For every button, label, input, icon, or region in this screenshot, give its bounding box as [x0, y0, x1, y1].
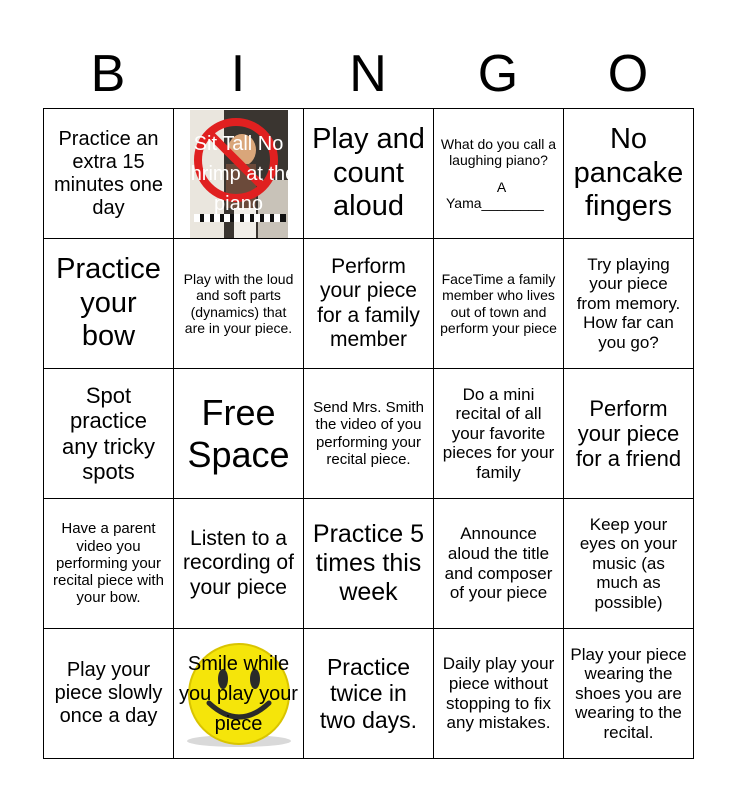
header-letter-o: O [607, 45, 649, 103]
bingo-cell[interactable] [564, 239, 694, 369]
cell-text: Perform your piece for a family member [317, 255, 420, 351]
joke-answer-a: A [496, 178, 507, 195]
joke-answer-blank: Yama________ [446, 194, 544, 211]
bingo-cell[interactable] [434, 629, 564, 759]
cell-text: No pancake fingers [573, 123, 684, 223]
cell-text: FaceTime a family member who lives out of town and perform your piece [440, 271, 557, 336]
cell-text: Daily play your piece without stopping to fix any mistakes. [442, 654, 555, 733]
cell-text: Play and count aloud [312, 123, 425, 223]
bingo-cell[interactable] [174, 369, 304, 499]
bingo-cell[interactable] [174, 239, 304, 369]
bingo-board [43, 108, 694, 759]
bingo-cell[interactable] [174, 499, 304, 629]
joke-question: What do you call a laughing piano? [440, 136, 557, 169]
bingo-cell[interactable] [174, 629, 304, 759]
cell-text: Send Mrs. Smith the video of you performing your recital piece. [313, 399, 424, 468]
bingo-cell[interactable] [564, 629, 694, 759]
cell-text: Practice 5 times this week [312, 520, 425, 606]
bingo-cell[interactable] [44, 239, 174, 369]
cell-text: Sit Tall No shrimp at the piano [180, 132, 297, 215]
cell-text: Play your piece slowly once a day [54, 659, 163, 727]
bingo-cell[interactable] [174, 109, 304, 239]
bingo-cell[interactable] [564, 369, 694, 499]
bingo-cell[interactable] [44, 109, 174, 239]
header-letter-i: I [230, 45, 246, 103]
board-row [44, 369, 694, 499]
bingo-cell[interactable] [434, 369, 564, 499]
board-row [44, 109, 694, 239]
free-space-label: Free Space [187, 392, 290, 475]
cell-text: Do a mini recital of all your favorite pieces for your family [442, 384, 555, 482]
bingo-cell[interactable] [304, 239, 434, 369]
bingo-cell[interactable] [44, 499, 174, 629]
bingo-cell[interactable] [44, 629, 174, 759]
cell-text: Have a parent video you performing your recital piece with your bow. [53, 520, 164, 607]
cell-text: Listen to a recording of your piece [183, 527, 294, 599]
cell-text: Try playing your piece from memory. How far can you go? [576, 254, 681, 352]
cell-text: Keep your eyes on your music (as much as possible) [579, 514, 678, 612]
cell-text: Practice your bow [56, 253, 161, 353]
cell-text: Play with the loud and soft parts (dynamics) that are in your piece. [183, 271, 294, 336]
board-row [44, 499, 694, 629]
cell-text: Practice twice in two days. [319, 653, 418, 733]
bingo-cell[interactable] [434, 499, 564, 629]
joke-answer [440, 179, 557, 211]
header-letter-n: N [349, 45, 387, 103]
bingo-cell[interactable] [304, 629, 434, 759]
bingo-cell[interactable] [304, 369, 434, 499]
cell-text: Announce aloud the title and composer of your piece [444, 524, 553, 603]
bingo-cell[interactable] [44, 369, 174, 499]
bingo-cell[interactable] [304, 109, 434, 239]
bingo-cell[interactable] [434, 239, 564, 369]
cell-text: Smile while you play your piece [179, 652, 298, 735]
cell-text: Play your piece wearing the shoes you are wearing to the recital. [570, 644, 687, 742]
cell-text: Perform your piece for a friend [575, 395, 682, 472]
board-row [44, 239, 694, 369]
bingo-cell[interactable] [564, 499, 694, 629]
bingo-header [43, 40, 693, 108]
board-row [44, 629, 694, 759]
bingo-cell[interactable] [434, 109, 564, 239]
bingo-cell[interactable] [304, 499, 434, 629]
cell-text: Spot practice any tricky spots [62, 382, 155, 484]
header-letter-g: G [477, 45, 519, 103]
cell-text: Practice an extra 15 minutes one day [54, 127, 163, 219]
header-letter-b: B [90, 45, 126, 103]
bingo-cell[interactable] [564, 109, 694, 239]
